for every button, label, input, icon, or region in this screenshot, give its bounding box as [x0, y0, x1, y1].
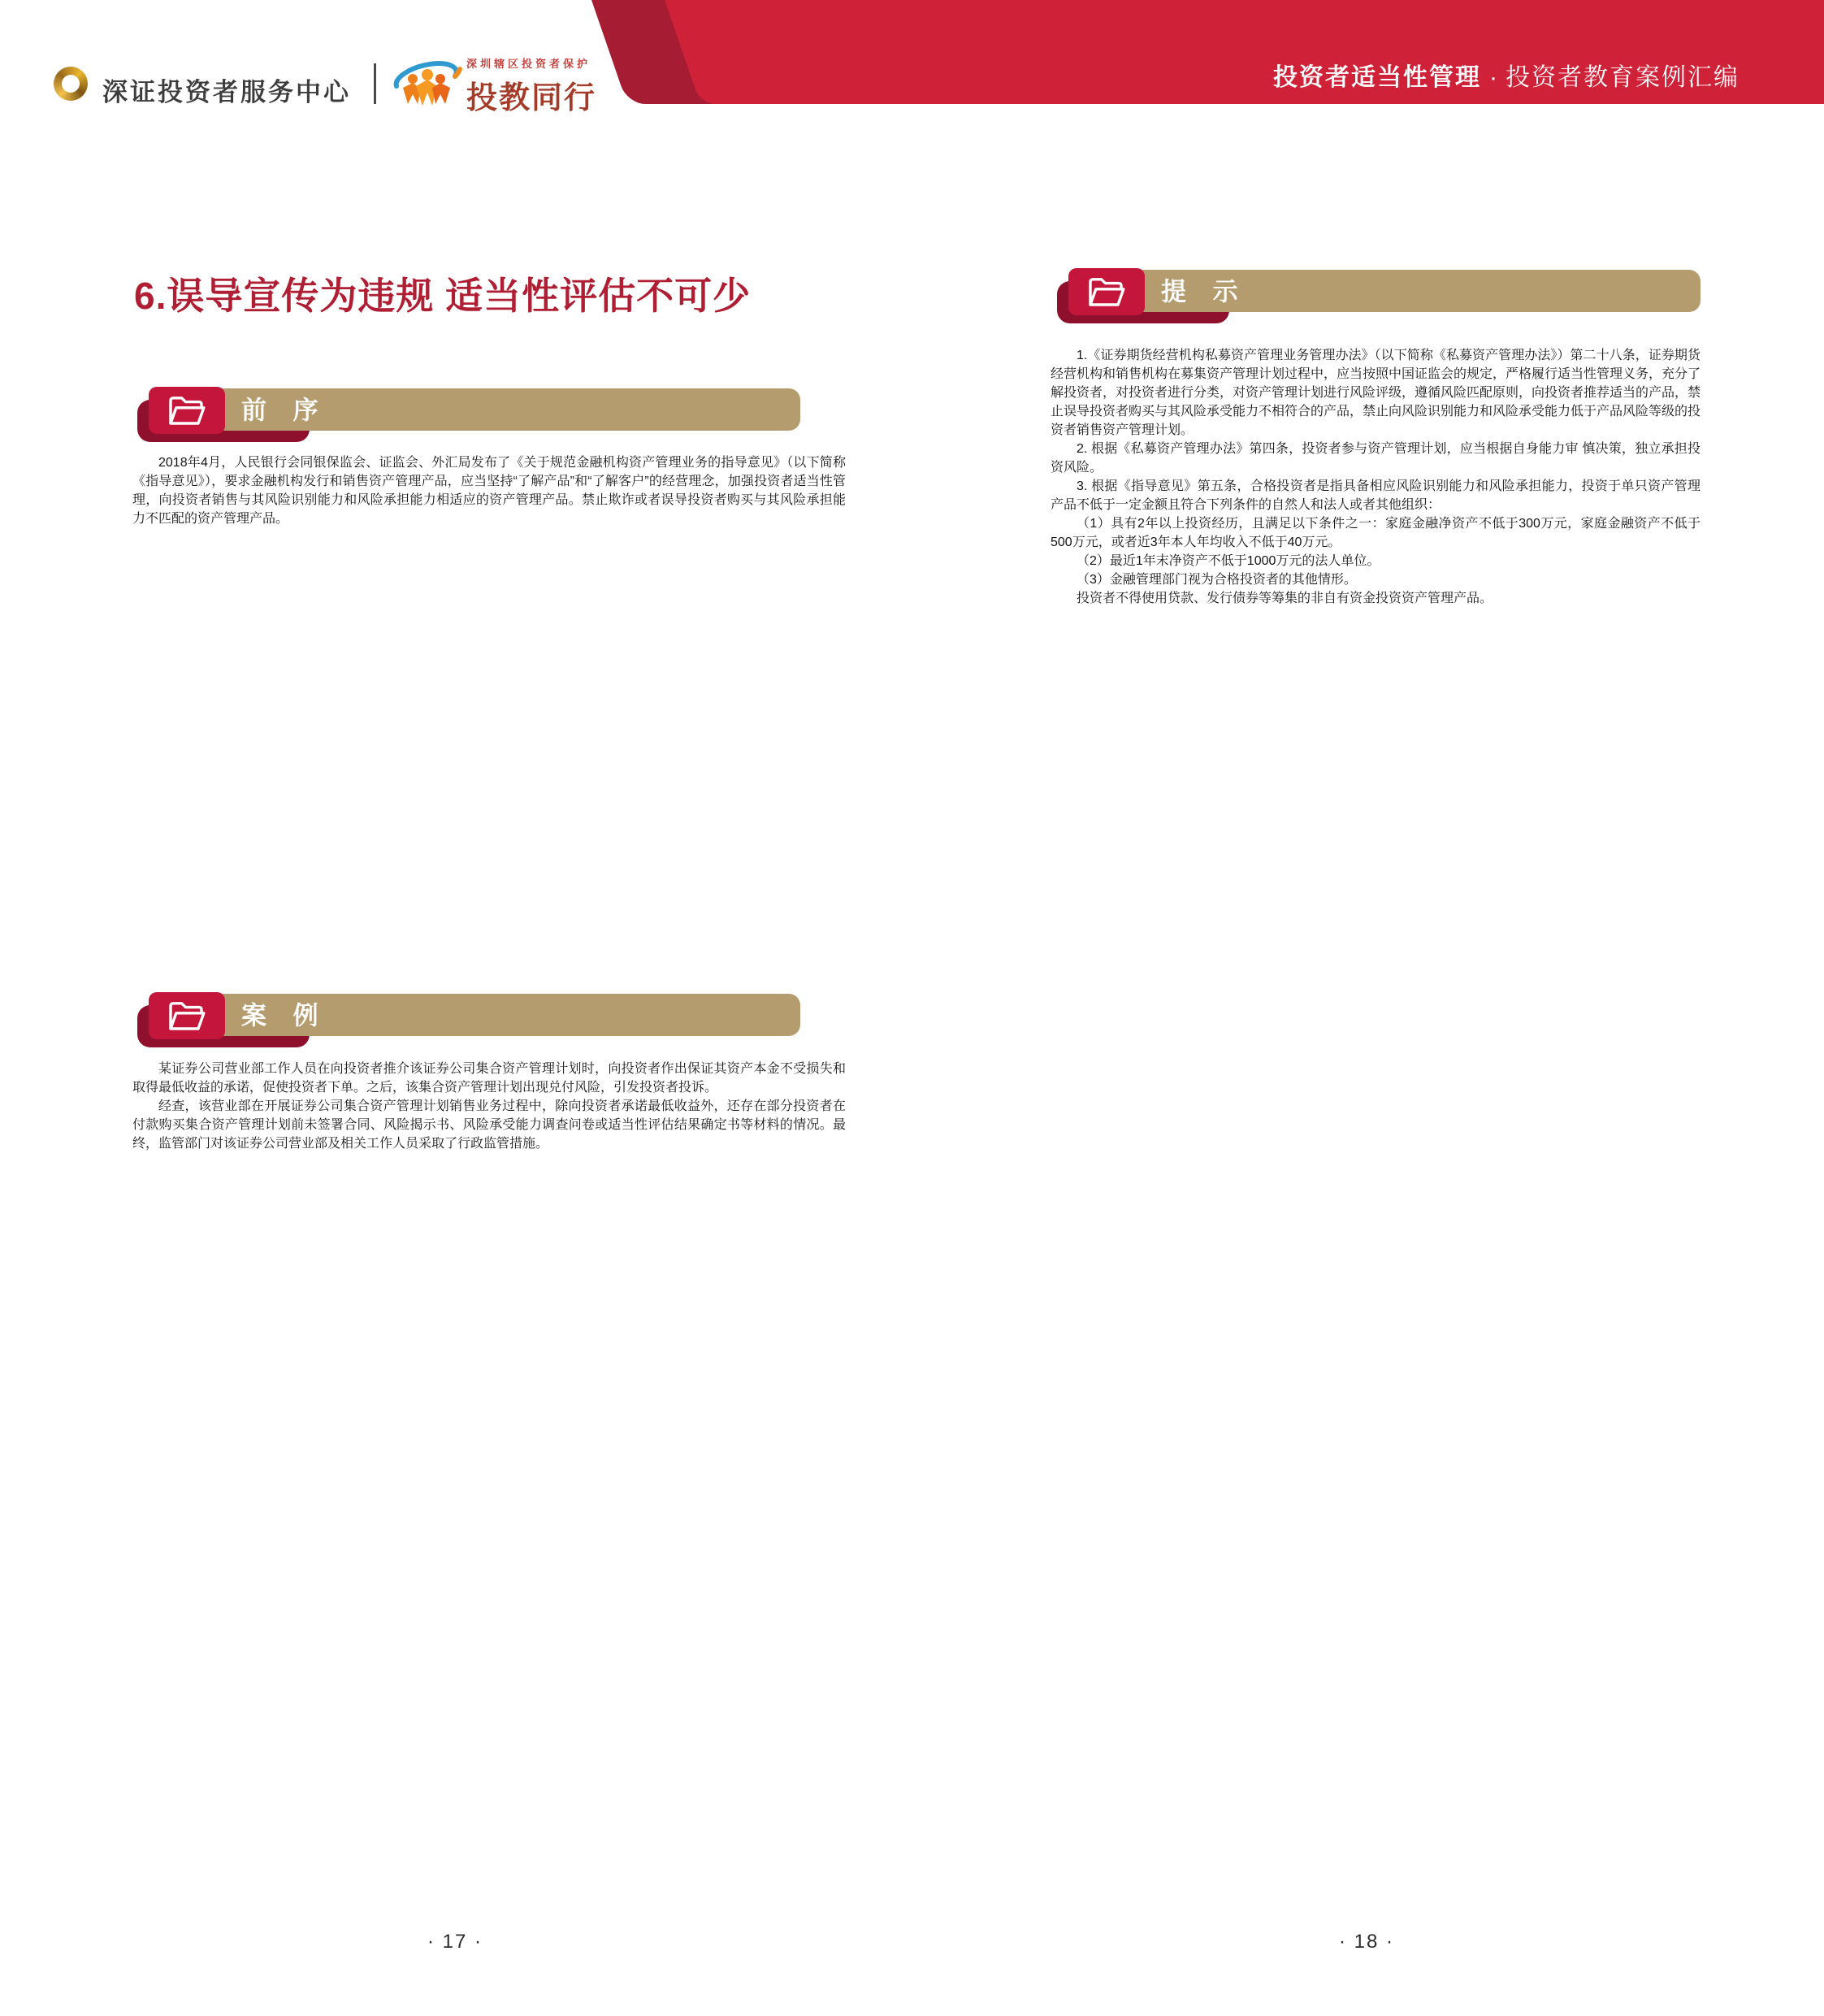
article-title: 6.误导宣传为违规 适当性评估不可少 [134, 275, 752, 317]
toujiao-tongxing-logo-icon [385, 52, 463, 109]
paragraph: 投资者不得使用贷款、发行债券等筹集的非自有资金投资资产管理产品。 [1077, 592, 1493, 605]
band-title [1273, 57, 1740, 93]
folder-badge [149, 387, 225, 434]
paragraph: 1.《证券期货经营机构私募资产管理业务管理办法》（以下简称《私募资产管理办法》）第二十八条，证券期货经营机构和销售机构在募集资产管理计划过程中，应当按照中国证监会的规定，严格履行适当性管理义务，充分了解投资者，对投资者进行分类，对资产管理计划进行风险评级，遵循风险匹配原则，向投资者推荐适当的产品，禁止误导投资者购买与其风险承受能力不相符合的产品，禁止向风险识别能力和风险承受能力低于产品风险等级的投资者销售资产管理计划。 [1051, 349, 1701, 437]
brand-tagline: 深圳辖区投资者保护 [466, 58, 591, 70]
paragraph: （2）最近1年末净资产不低于1000万元的法人单位。 [1077, 554, 1380, 568]
page-number-left: · 17 · [427, 1931, 483, 1953]
szse-ring-logo-icon [54, 67, 88, 101]
folder-badge [149, 992, 225, 1039]
paragraph: 某证券公司营业部工作人员在向投资者推介该证券公司集合资产管理计划时，向投资者作出保证其资产本金不受损失和取得最低收益的承诺，促使投资者下单。之后，该集合资产管理计划出现兑付风险，引发投资者投诉。 [132, 1062, 846, 1095]
section-heading: 前 序 [241, 396, 328, 425]
section-header-preface [134, 387, 800, 436]
section-heading: 提 示 [1161, 277, 1248, 306]
section-heading: 案 例 [241, 1001, 328, 1030]
paragraph: 2018年4月，人民银行会同银保监会、证监会、外汇局发布了《关于规范金融机构资产管理业务的指导意见》（以下简称《指导意见》），要求金融机构发行和销售资产管理产品，应当坚持“了解产品”和“了解客户”的经营理念，加强投资者适当性管理，向投资者销售与其风险识别能力和风险承担能力相适应的资产管理产品。禁止欺诈或者误导投资者购买与其风险承担能力不匹配的资产管理产品。 [132, 456, 846, 526]
folder-icon [166, 998, 208, 1034]
band-title-separator: · [1489, 64, 1497, 91]
brand-name: 投教同行 [466, 81, 597, 115]
preface-text [132, 452, 846, 527]
org-name: 深证投资者服务中心 [102, 78, 351, 106]
logo-divider [374, 63, 376, 104]
folder-badge [1068, 268, 1145, 315]
tips-text [1051, 345, 1701, 606]
band-title-regular: 投资者教育案例汇编 [1506, 64, 1740, 91]
section-header-case [134, 992, 800, 1041]
page-header [0, 0, 1824, 122]
case-text [132, 1058, 846, 1151]
folder-icon [166, 392, 208, 428]
paragraph: 经查，该营业部在开展证券公司集合资产管理计划销售业务过程中，除向投资者承诺最低收益外，还存在部分投资者在付款购买集合资产管理计划前未签署合同、风险揭示书、风险承受能力调查问卷或适当性评估结果确定书等材料的情况。最终，监管部门对该证券公司营业部及相关工作人员采取了行政监管措施。 [132, 1099, 846, 1151]
paragraph: 2. 根据《私募资产管理办法》第四条，投资者参与资产管理计划，应当根据自身能力审 慎决策，独立承担投资风险。 [1051, 442, 1701, 475]
section-header-tips [1054, 268, 1701, 317]
folder-icon [1085, 274, 1128, 310]
paragraph: （1）具有2年以上投资经历，且满足以下条件之一：家庭金融净资产不低于300万元，家庭金融资产不低于500万元，或者近3年本人年均收入不低于40万元。 [1051, 517, 1701, 549]
paragraph: 3. 根据《指导意见》第五条，合格投资者是指具备相应风险识别能力和风险承担能力，投资于单只资产管理产品不低于一定金额且符合下列条件的自然人和法人或者其他组织： [1051, 479, 1701, 512]
paragraph: （3）金融管理部门视为合格投资者的其他情形。 [1077, 573, 1357, 587]
band-title-bold: 投资者适当性管理 [1273, 64, 1481, 91]
page-number-right: · 18 · [1338, 1931, 1394, 1953]
